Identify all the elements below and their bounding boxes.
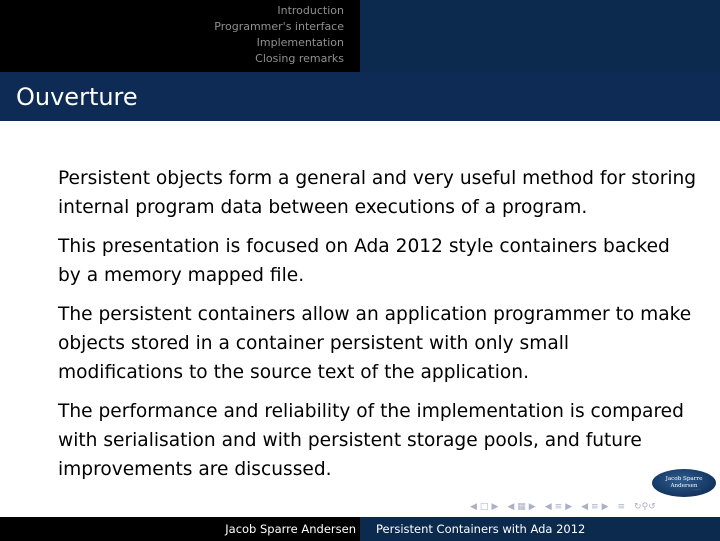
header-right-panel [360, 0, 720, 72]
slide-content [58, 164, 698, 494]
section-link-introduction[interactable]: Introduction [277, 4, 344, 17]
frame-title-bar [0, 72, 720, 121]
footer-right-panel [360, 517, 720, 541]
footer-bar [0, 517, 720, 541]
nav-toc-icon[interactable]: ≡ [591, 502, 599, 512]
section-link-closing-remarks[interactable]: Closing remarks [255, 52, 344, 65]
nav-frame-icon[interactable]: □ [479, 502, 489, 512]
beamer-navigation [470, 500, 659, 514]
paragraph: Persistent objects form a general and very useful method for storing internal program data between executions of a program. [58, 168, 697, 218]
nav-right-icon[interactable]: ▶ [528, 502, 536, 512]
frame-title: Ouverture [16, 83, 138, 111]
nav-search-icon[interactable]: ↻⚲↺ [634, 502, 656, 512]
logo-text: Jacob Sparre Andersen [665, 476, 703, 489]
footer-left-panel [0, 517, 360, 541]
nav-left-icon[interactable]: ◀ [581, 502, 589, 512]
nav-right-icon[interactable]: ▶ [491, 502, 499, 512]
nav-left-icon[interactable]: ◀ [544, 502, 552, 512]
section-navigation [0, 3, 344, 67]
paragraph: The persistent containers allow an application programmer to make objects stored in a container persistent with only small modifications to the source text of the application. [58, 304, 692, 383]
nav-right-icon[interactable]: ▶ [601, 502, 609, 512]
nav-right-icon[interactable]: ▶ [565, 502, 573, 512]
nav-subsection-icon[interactable]: ▦ [517, 502, 526, 512]
section-link-programmers-interface[interactable]: Programmer's interface [214, 20, 344, 33]
logo-subtext: ······ [693, 487, 701, 492]
footer-author: Jacob Sparre Andersen [225, 522, 356, 536]
section-link-implementation[interactable]: Implementation [256, 36, 344, 49]
nav-align-icon[interactable]: ≡ [617, 502, 626, 512]
header-bar [0, 0, 720, 72]
nav-left-icon[interactable]: ◀ [507, 502, 515, 512]
paragraph: This presentation is focused on Ada 2012 style containers backed by a memory mapped file. [58, 236, 670, 286]
paragraph: The performance and reliability of the implementation is compared with serialisation and with persistent storage pools, and future improvements are discussed. [58, 401, 684, 480]
nav-section-icon[interactable]: ≡ [554, 502, 563, 512]
nav-left-icon[interactable]: ◀ [470, 502, 477, 512]
author-logo [652, 469, 716, 497]
footer-title: Persistent Containers with Ada 2012 [376, 522, 586, 536]
